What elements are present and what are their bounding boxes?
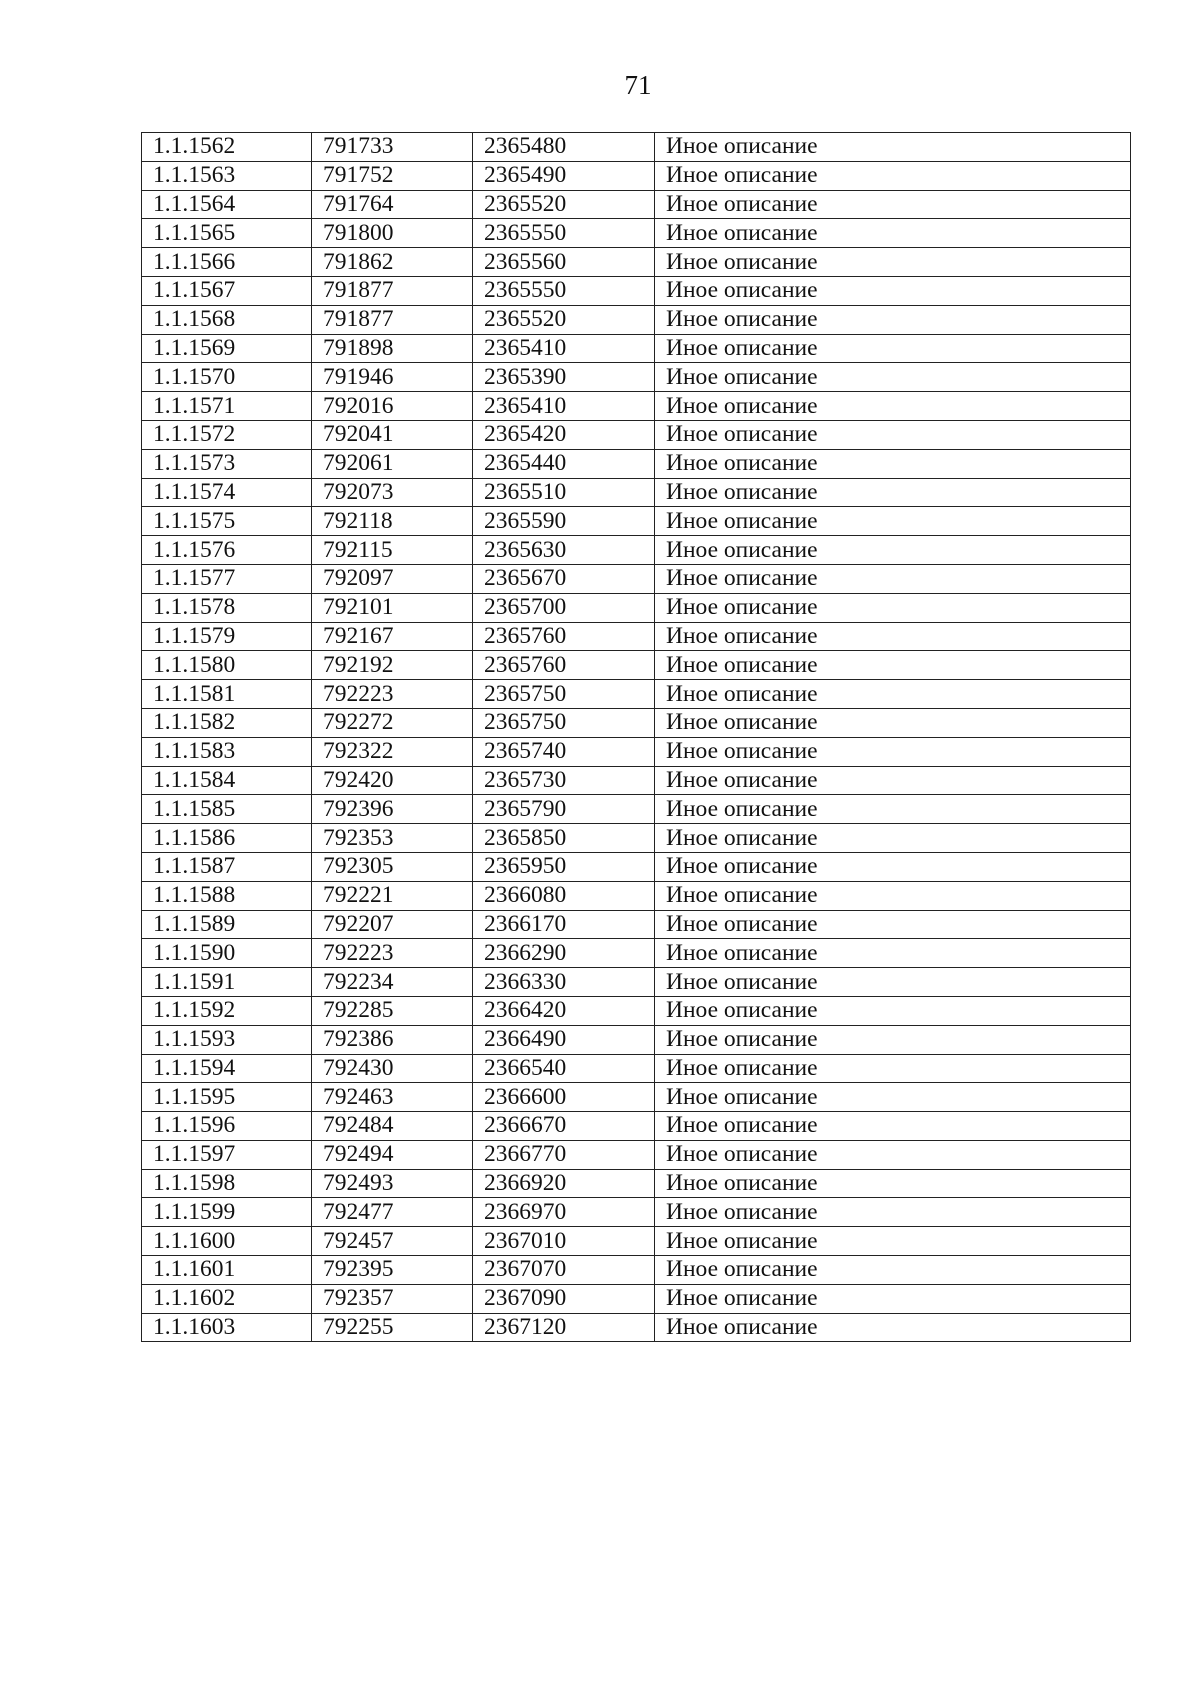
x-coordinate-cell: 792285 (312, 996, 473, 1025)
table-row (142, 305, 1131, 334)
y-coordinate-cell: 2366330 (473, 968, 655, 997)
x-coordinate-cell: 791800 (312, 219, 473, 248)
x-coordinate-cell: 792457 (312, 1227, 473, 1256)
table-row (142, 766, 1131, 795)
y-coordinate-cell: 2365520 (473, 190, 655, 219)
y-coordinate-cell: 2366290 (473, 939, 655, 968)
y-coordinate-cell: 2366490 (473, 1025, 655, 1054)
table-row (142, 564, 1131, 593)
x-coordinate-cell: 792494 (312, 1140, 473, 1169)
x-coordinate-cell: 791733 (312, 133, 473, 162)
coordinates-table (141, 132, 1131, 1342)
description-cell: Иное описание (655, 536, 1131, 565)
x-coordinate-cell: 792395 (312, 1256, 473, 1285)
table-row (142, 507, 1131, 536)
description-cell: Иное описание (655, 190, 1131, 219)
point-number-cell: 1.1.1567 (142, 276, 312, 305)
description-cell: Иное описание (655, 1256, 1131, 1285)
point-number-cell: 1.1.1575 (142, 507, 312, 536)
y-coordinate-cell: 2366170 (473, 910, 655, 939)
description-cell: Иное описание (655, 248, 1131, 277)
y-coordinate-cell: 2365950 (473, 852, 655, 881)
description-cell: Иное описание (655, 1313, 1131, 1342)
point-number-cell: 1.1.1577 (142, 564, 312, 593)
x-coordinate-cell: 792223 (312, 680, 473, 709)
x-coordinate-cell: 791752 (312, 161, 473, 190)
point-number-cell: 1.1.1563 (142, 161, 312, 190)
x-coordinate-cell: 792484 (312, 1112, 473, 1141)
y-coordinate-cell: 2365520 (473, 305, 655, 334)
point-number-cell: 1.1.1589 (142, 910, 312, 939)
x-coordinate-cell: 792073 (312, 478, 473, 507)
x-coordinate-cell: 792396 (312, 795, 473, 824)
table-row (142, 1227, 1131, 1256)
description-cell: Иное описание (655, 1169, 1131, 1198)
y-coordinate-cell: 2365390 (473, 363, 655, 392)
table-row (142, 1112, 1131, 1141)
x-coordinate-cell: 792463 (312, 1083, 473, 1112)
y-coordinate-cell: 2365410 (473, 392, 655, 421)
table-row (142, 536, 1131, 565)
y-coordinate-cell: 2366540 (473, 1054, 655, 1083)
x-coordinate-cell: 792061 (312, 449, 473, 478)
y-coordinate-cell: 2365850 (473, 824, 655, 853)
table-row (142, 1054, 1131, 1083)
table-row (142, 622, 1131, 651)
y-coordinate-cell: 2365550 (473, 219, 655, 248)
description-cell: Иное описание (655, 708, 1131, 737)
x-coordinate-cell: 792101 (312, 593, 473, 622)
table-row (142, 478, 1131, 507)
x-coordinate-cell: 792305 (312, 852, 473, 881)
y-coordinate-cell: 2365550 (473, 276, 655, 305)
y-coordinate-cell: 2367120 (473, 1313, 655, 1342)
x-coordinate-cell: 791946 (312, 363, 473, 392)
description-cell: Иное описание (655, 968, 1131, 997)
table-row (142, 161, 1131, 190)
point-number-cell: 1.1.1582 (142, 708, 312, 737)
point-number-cell: 1.1.1595 (142, 1083, 312, 1112)
table-row (142, 1256, 1131, 1285)
point-number-cell: 1.1.1599 (142, 1198, 312, 1227)
point-number-cell: 1.1.1583 (142, 737, 312, 766)
point-number-cell: 1.1.1576 (142, 536, 312, 565)
x-coordinate-cell: 791862 (312, 248, 473, 277)
y-coordinate-cell: 2365440 (473, 449, 655, 478)
point-number-cell: 1.1.1572 (142, 420, 312, 449)
y-coordinate-cell: 2365490 (473, 161, 655, 190)
point-number-cell: 1.1.1580 (142, 651, 312, 680)
description-cell: Иное описание (655, 334, 1131, 363)
y-coordinate-cell: 2366770 (473, 1140, 655, 1169)
y-coordinate-cell: 2365590 (473, 507, 655, 536)
x-coordinate-cell: 792272 (312, 708, 473, 737)
x-coordinate-cell: 792386 (312, 1025, 473, 1054)
description-cell: Иное описание (655, 1025, 1131, 1054)
point-number-cell: 1.1.1594 (142, 1054, 312, 1083)
point-number-cell: 1.1.1579 (142, 622, 312, 651)
x-coordinate-cell: 792234 (312, 968, 473, 997)
table-row (142, 996, 1131, 1025)
x-coordinate-cell: 792115 (312, 536, 473, 565)
table-row (142, 881, 1131, 910)
point-number-cell: 1.1.1588 (142, 881, 312, 910)
table-row (142, 1198, 1131, 1227)
x-coordinate-cell: 792118 (312, 507, 473, 536)
table-row (142, 392, 1131, 421)
y-coordinate-cell: 2365760 (473, 622, 655, 651)
point-number-cell: 1.1.1568 (142, 305, 312, 334)
point-number-cell: 1.1.1592 (142, 996, 312, 1025)
y-coordinate-cell: 2365670 (473, 564, 655, 593)
x-coordinate-cell: 792223 (312, 939, 473, 968)
description-cell: Иное описание (655, 593, 1131, 622)
description-cell: Иное описание (655, 1083, 1131, 1112)
point-number-cell: 1.1.1602 (142, 1284, 312, 1313)
point-number-cell: 1.1.1587 (142, 852, 312, 881)
description-cell: Иное описание (655, 622, 1131, 651)
table-row (142, 852, 1131, 881)
y-coordinate-cell: 2366920 (473, 1169, 655, 1198)
description-cell: Иное описание (655, 420, 1131, 449)
description-cell: Иное описание (655, 1284, 1131, 1313)
table-row (142, 1313, 1131, 1342)
y-coordinate-cell: 2367090 (473, 1284, 655, 1313)
description-cell: Иное описание (655, 507, 1131, 536)
point-number-cell: 1.1.1597 (142, 1140, 312, 1169)
x-coordinate-cell: 792255 (312, 1313, 473, 1342)
y-coordinate-cell: 2365760 (473, 651, 655, 680)
description-cell: Иное описание (655, 1112, 1131, 1141)
description-cell: Иное описание (655, 766, 1131, 795)
table-row (142, 968, 1131, 997)
point-number-cell: 1.1.1591 (142, 968, 312, 997)
table-row (142, 420, 1131, 449)
description-cell: Иное описание (655, 449, 1131, 478)
point-number-cell: 1.1.1590 (142, 939, 312, 968)
description-cell: Иное описание (655, 824, 1131, 853)
description-cell: Иное описание (655, 1140, 1131, 1169)
y-coordinate-cell: 2365730 (473, 766, 655, 795)
description-cell: Иное описание (655, 219, 1131, 248)
description-cell: Иное описание (655, 133, 1131, 162)
y-coordinate-cell: 2365790 (473, 795, 655, 824)
description-cell: Иное описание (655, 363, 1131, 392)
x-coordinate-cell: 792420 (312, 766, 473, 795)
table-row (142, 1169, 1131, 1198)
description-cell: Иное описание (655, 996, 1131, 1025)
description-cell: Иное описание (655, 910, 1131, 939)
point-number-cell: 1.1.1603 (142, 1313, 312, 1342)
description-cell: Иное описание (655, 392, 1131, 421)
y-coordinate-cell: 2366970 (473, 1198, 655, 1227)
point-number-cell: 1.1.1565 (142, 219, 312, 248)
y-coordinate-cell: 2365750 (473, 680, 655, 709)
x-coordinate-cell: 792207 (312, 910, 473, 939)
table-row (142, 1025, 1131, 1054)
description-cell: Иное описание (655, 305, 1131, 334)
y-coordinate-cell: 2366600 (473, 1083, 655, 1112)
description-cell: Иное описание (655, 161, 1131, 190)
point-number-cell: 1.1.1571 (142, 392, 312, 421)
table-row (142, 190, 1131, 219)
y-coordinate-cell: 2365630 (473, 536, 655, 565)
x-coordinate-cell: 792016 (312, 392, 473, 421)
description-cell: Иное описание (655, 737, 1131, 766)
y-coordinate-cell: 2365750 (473, 708, 655, 737)
description-cell: Иное описание (655, 881, 1131, 910)
point-number-cell: 1.1.1593 (142, 1025, 312, 1054)
point-number-cell: 1.1.1601 (142, 1256, 312, 1285)
point-number-cell: 1.1.1569 (142, 334, 312, 363)
x-coordinate-cell: 791877 (312, 305, 473, 334)
table-row (142, 248, 1131, 277)
x-coordinate-cell: 792430 (312, 1054, 473, 1083)
y-coordinate-cell: 2365510 (473, 478, 655, 507)
table-row (142, 133, 1131, 162)
x-coordinate-cell: 791898 (312, 334, 473, 363)
table-row (142, 824, 1131, 853)
y-coordinate-cell: 2365420 (473, 420, 655, 449)
x-coordinate-cell: 792477 (312, 1198, 473, 1227)
point-number-cell: 1.1.1578 (142, 593, 312, 622)
table-row (142, 219, 1131, 248)
point-number-cell: 1.1.1562 (142, 133, 312, 162)
table-row (142, 363, 1131, 392)
point-number-cell: 1.1.1586 (142, 824, 312, 853)
table-row (142, 1284, 1131, 1313)
table-row (142, 939, 1131, 968)
description-cell: Иное описание (655, 478, 1131, 507)
table-row (142, 680, 1131, 709)
y-coordinate-cell: 2365560 (473, 248, 655, 277)
table-row (142, 1140, 1131, 1169)
description-cell: Иное описание (655, 852, 1131, 881)
x-coordinate-cell: 792357 (312, 1284, 473, 1313)
point-number-cell: 1.1.1570 (142, 363, 312, 392)
y-coordinate-cell: 2366670 (473, 1112, 655, 1141)
table-row (142, 1083, 1131, 1112)
table-row (142, 708, 1131, 737)
description-cell: Иное описание (655, 276, 1131, 305)
table-row (142, 651, 1131, 680)
point-number-cell: 1.1.1596 (142, 1112, 312, 1141)
point-number-cell: 1.1.1574 (142, 478, 312, 507)
x-coordinate-cell: 791764 (312, 190, 473, 219)
page-number: 71 (624, 70, 652, 100)
point-number-cell: 1.1.1600 (142, 1227, 312, 1256)
x-coordinate-cell: 791877 (312, 276, 473, 305)
x-coordinate-cell: 792167 (312, 622, 473, 651)
point-number-cell: 1.1.1585 (142, 795, 312, 824)
table-row (142, 593, 1131, 622)
point-number-cell: 1.1.1566 (142, 248, 312, 277)
description-cell: Иное описание (655, 1198, 1131, 1227)
x-coordinate-cell: 792493 (312, 1169, 473, 1198)
table-row (142, 449, 1131, 478)
table-row (142, 795, 1131, 824)
table-row (142, 910, 1131, 939)
point-number-cell: 1.1.1598 (142, 1169, 312, 1198)
description-cell: Иное описание (655, 680, 1131, 709)
x-coordinate-cell: 792221 (312, 881, 473, 910)
description-cell: Иное описание (655, 939, 1131, 968)
y-coordinate-cell: 2365410 (473, 334, 655, 363)
description-cell: Иное описание (655, 795, 1131, 824)
y-coordinate-cell: 2367010 (473, 1227, 655, 1256)
y-coordinate-cell: 2366420 (473, 996, 655, 1025)
description-cell: Иное описание (655, 651, 1131, 680)
x-coordinate-cell: 792322 (312, 737, 473, 766)
x-coordinate-cell: 792353 (312, 824, 473, 853)
point-number-cell: 1.1.1581 (142, 680, 312, 709)
table-row (142, 737, 1131, 766)
coordinates-table-body (142, 133, 1131, 1342)
x-coordinate-cell: 792097 (312, 564, 473, 593)
y-coordinate-cell: 2365480 (473, 133, 655, 162)
y-coordinate-cell: 2366080 (473, 881, 655, 910)
y-coordinate-cell: 2367070 (473, 1256, 655, 1285)
y-coordinate-cell: 2365700 (473, 593, 655, 622)
point-number-cell: 1.1.1584 (142, 766, 312, 795)
description-cell: Иное описание (655, 1227, 1131, 1256)
description-cell: Иное описание (655, 1054, 1131, 1083)
x-coordinate-cell: 792192 (312, 651, 473, 680)
description-cell: Иное описание (655, 564, 1131, 593)
table-row (142, 334, 1131, 363)
x-coordinate-cell: 792041 (312, 420, 473, 449)
table-row (142, 276, 1131, 305)
point-number-cell: 1.1.1573 (142, 449, 312, 478)
y-coordinate-cell: 2365740 (473, 737, 655, 766)
point-number-cell: 1.1.1564 (142, 190, 312, 219)
